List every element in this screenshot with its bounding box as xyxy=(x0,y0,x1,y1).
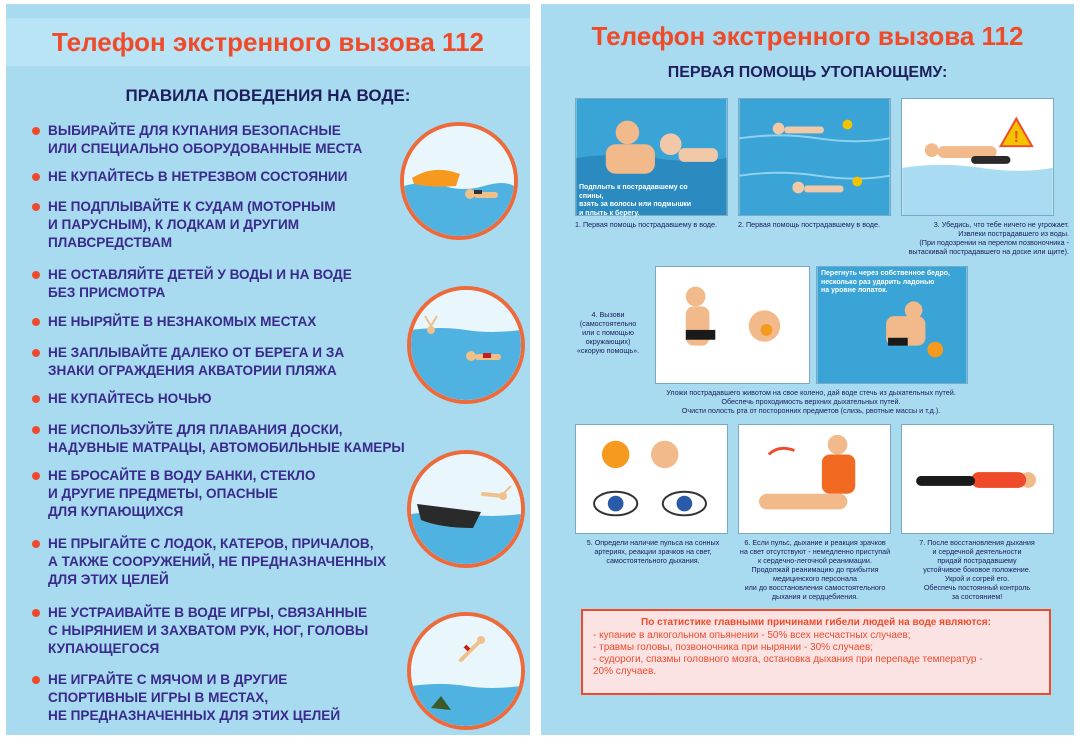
rule-item: НЕ КУПАЙТЕСЬ НОЧЬЮ xyxy=(32,390,442,408)
statistics-line: - судороги, спазмы головного мозга, остановка дыхания при перепаде температур - 20% случаев. xyxy=(593,654,983,677)
emergency-phone-banner: Телефон экстренного вызова 112 xyxy=(6,18,530,66)
rule-item: НЕ ПРЫГАЙТЕ С ЛОДОК, КАТЕРОВ, ПРИЧАЛОВ, А ТАКЖЕ СООРУЖЕНИЙ, НЕ ПРЕДНАЗНАЧЕННЫХ ДЛЯ ЭТИХ ЦЕЛЕЙ xyxy=(32,535,442,589)
rule-item: ВЫБИРАЙТЕ ДЛЯ КУПАНИЯ БЕЗОПАСНЫЕ ИЛИ СПЕЦИАЛЬНО ОБОРУДОВАННЫЕ МЕСТА xyxy=(32,122,442,158)
step6-caption: 6. Если пульс, дыхание и реакция зрачков на свет отсутствуют - немедленно приступай к сердечно-легочной реанимации. Продолжай реанимацию до прибытия медицинского персонала или до восстановления самостоятельного дыхания и сердцебиения. xyxy=(739,538,891,601)
step1-overlay: Подплыть к пострадавшему со спины, взять за волосы или подмышки и плыть к берегу. xyxy=(579,184,692,217)
rule-item: НЕ КУПАЙТЕСЬ В НЕТРЕЗВОМ СОСТОЯНИИ xyxy=(32,168,442,186)
rule-item: НЕ НЫРЯЙТЕ В НЕЗНАКОМЫХ МЕСТАХ xyxy=(32,313,442,331)
step5-caption: 5. Определи наличие пульса на сонных артериях, реакции зрачков на свет, самостоятельного дыхания. xyxy=(586,538,720,565)
drain-water-caption: Уложи пострадавшего животом на свое колено, дай воде стечь из дыхательных путей. Обеспечь проходимость верхних дыхательных путей. Очисти полость рта от посторонних предметов (слизь, рвотные массы и т.д.). xyxy=(666,388,956,415)
rule-item: НЕ ЗАПЛЫВАЙТЕ ДАЛЕКО ОТ БЕРЕГА И ЗА ЗНАКИ ОГРАЖДЕНИЯ АКВАТОРИИ ПЛЯЖА xyxy=(32,344,442,380)
swimmers-far-illustration xyxy=(407,286,525,404)
step7-image xyxy=(901,424,1054,534)
step6-image xyxy=(738,424,891,534)
step4-image xyxy=(655,266,810,384)
rule-item: НЕ ИГРАЙТЕ С МЯЧОМ И В ДРУГИЕ СПОРТИВНЫЕ ИГРЫ В МЕСТАХ, НЕ ПРЕДНАЗНАЧЕННЫХ ДЛЯ ЭТИХ ЦЕЛЕЙ xyxy=(32,671,442,725)
rules-panel xyxy=(6,4,530,735)
step2-caption: 2. Первая помощь пострадавшему в воде. xyxy=(738,220,880,229)
statistics-line: - купание в алкогольном опьянении - 50% всех несчастных случаев; xyxy=(593,630,911,641)
statistics-box xyxy=(581,609,1051,695)
step2-image xyxy=(738,98,891,216)
jump-from-boat-illustration xyxy=(407,450,525,568)
step5-image xyxy=(575,424,728,534)
statistics-title: По статистике главными причинами гибели людей на воде являются: xyxy=(641,617,991,628)
rules-heading: ПРАВИЛА ПОВЕДЕНИЯ НА ВОДЕ: xyxy=(125,86,411,105)
emergency-phone-banner: Телефон экстренного вызова 112 xyxy=(591,21,1024,51)
step4-caption: 4. Вызови (самостоятельно или с помощью окружающих) «скорую помощь». xyxy=(576,310,640,355)
step7-caption: 7. После восстановления дыхания и сердечной деятельности придай пострадавшему устойчивое боковое положение. Укрой и согрей его. Обеспечь постоянный контроль за состоянием! xyxy=(919,538,1035,601)
step3-caption: 3. Убедись, что тебе ничего не угрожает. Извлеки пострадавшего из воды. (При подозрении на перелом позвоночника - вытаскивай пострадавшего на доске или щите). xyxy=(908,220,1069,256)
first-aid-heading: ПЕРВАЯ ПОМОЩЬ УТОПАЮЩЕМУ: xyxy=(667,64,948,81)
first-aid-panel xyxy=(541,4,1074,735)
statistics-line: - травмы головы, позвоночника при нырянии - 30% случаев; xyxy=(593,642,874,653)
rule-item: НЕ ПОДПЛЫВАЙТЕ К СУДАМ (МОТОРНЫМ И ПАРУСНЫМ), К ЛОДКАМ И ДРУГИМ ПЛАВСРЕДСТВАМ xyxy=(32,198,442,252)
boat-swimmer-illustration xyxy=(400,122,518,240)
rule-item: НЕ УСТРАИВАЙТЕ В ВОДЕ ИГРЫ, СВЯЗАННЫЕ С НЫРЯНИЕМ И ЗАХВАТОМ РУК, НОГ, ГОЛОВЫ КУПАЮЩЕГОСЯ xyxy=(32,604,442,658)
diving-illustration xyxy=(407,612,525,730)
step5a-overlay: Перегнуть через собственное бедро, несколько раз ударить ладонью на уровне лопаток. xyxy=(821,270,950,294)
svg-text:!: ! xyxy=(1013,129,1019,147)
step3-image xyxy=(901,98,1054,216)
step1-caption: 1. Первая помощь пострадавшему в воде. xyxy=(575,220,717,229)
rule-item: НЕ БРОСАЙТЕ В ВОДУ БАНКИ, СТЕКЛО И ДРУГИЕ ПРЕДМЕТЫ, ОПАСНЫЕ ДЛЯ КУПАЮЩИХСЯ xyxy=(32,467,442,521)
rule-item: НЕ ОСТАВЛЯЙТЕ ДЕТЕЙ У ВОДЫ И НА ВОДЕ БЕЗ ПРИСМОТРА xyxy=(32,266,442,302)
rule-item: НЕ ИСПОЛЬЗУЙТЕ ДЛЯ ПЛАВАНИЯ ДОСКИ, НАДУВНЫЕ МАТРАЦЫ, АВТОМОБИЛЬНЫЕ КАМЕРЫ xyxy=(32,421,442,457)
